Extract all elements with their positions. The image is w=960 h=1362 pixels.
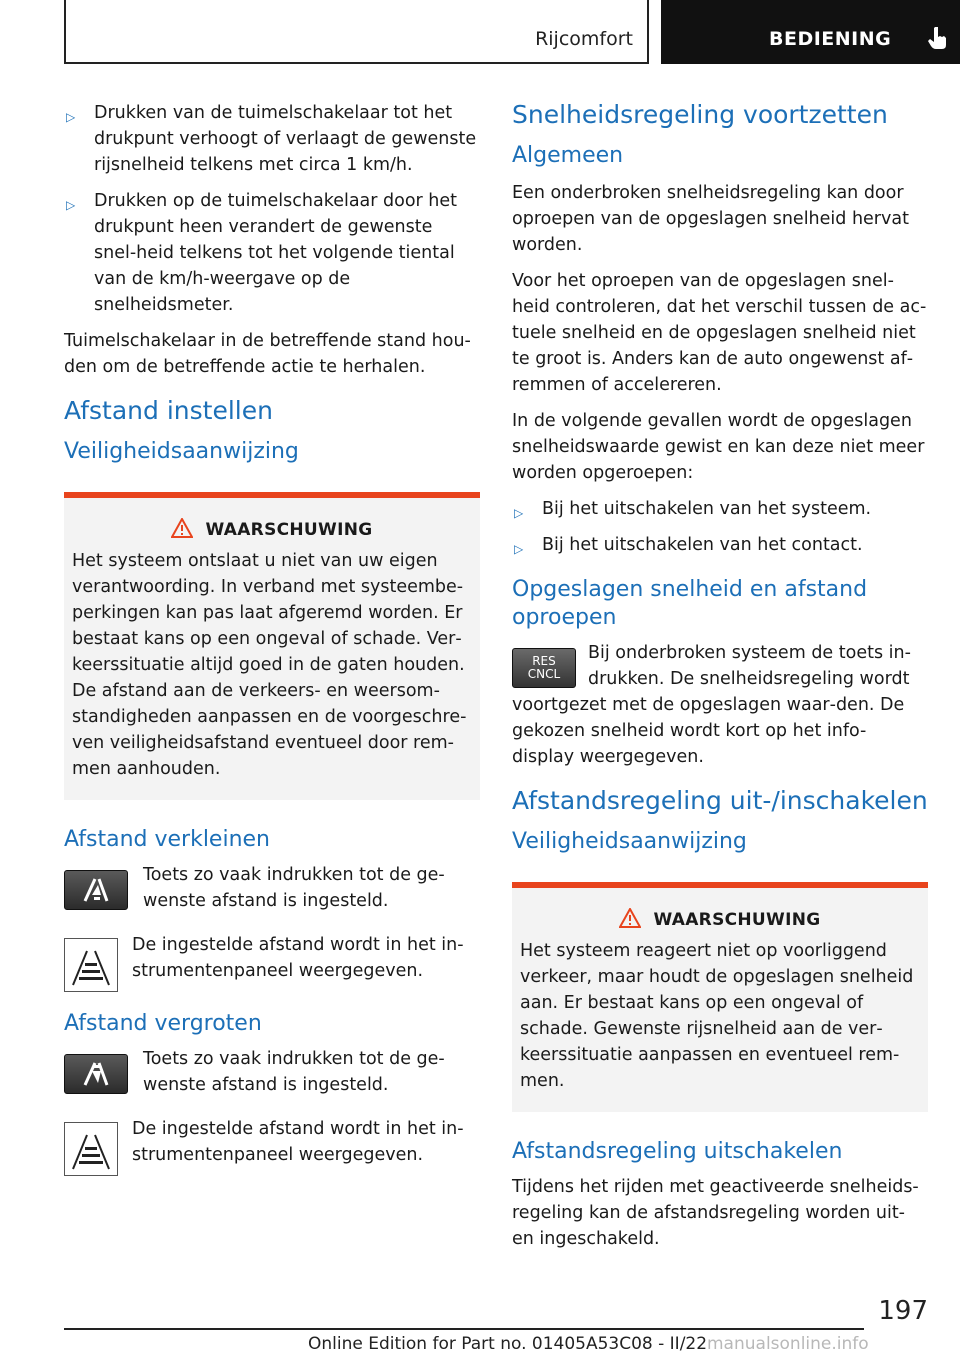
warning-header [72, 518, 472, 542]
warning-box [512, 882, 928, 1112]
vergroten-button-text: Toets zo vaak indrukken tot de ge‐wenste afstand is ingesteld. [143, 1049, 445, 1095]
warning-triangle-icon [619, 908, 641, 932]
distance-button-icon [64, 1054, 128, 1094]
triangle-bullet-icon: ▷ [66, 198, 76, 212]
heading-snelheidsregeling-voortzetten: Snelheidsregeling voortzetten [512, 100, 888, 129]
page-number: 197 [878, 1296, 928, 1326]
triangle-bullet-icon: ▷ [514, 542, 524, 556]
warning-header [520, 908, 920, 932]
heading-afstand-verkleinen: Afstand verkleinen [64, 827, 271, 852]
paragraph: Tuimelschakelaar in de betreffende stand hou‐den om de betreffende actie te herhalen. [64, 331, 471, 377]
paragraph: In de volgende gevallen wordt de opgeslagen snelheidswaarde gewist en kan deze niet meer worden opgeroepen: [512, 411, 925, 483]
right-column [512, 100, 928, 1262]
heading-afstandsregeling-uitschakelen: Afstandsregeling uitschakelen [512, 1139, 843, 1164]
footer-edition: Online Edition for Part no. 01405A53C08 - II/22 [308, 1334, 708, 1354]
vergroten-button-row [64, 1046, 480, 1106]
heading-opgeslagen-snelheid: Opgeslagen snelheid en afstand oproepen [512, 577, 868, 630]
left-bullet-list [64, 100, 480, 318]
list-item: ▷ Bij het uitschakelen van het systeem. [512, 496, 928, 522]
footer-watermark: manualsonline.info [707, 1334, 869, 1354]
verkleinen-display-row [64, 932, 480, 992]
header-section-title: Rijcomfort [535, 28, 633, 50]
left-column [64, 100, 480, 1186]
pointing-hand-icon [925, 25, 951, 55]
heading-afstand-instellen: Afstand instellen [64, 396, 273, 425]
heading-veiligheidsaanwijzing: Veiligheidsaanwijzing [512, 829, 747, 854]
paragraph: Een onderbroken snelheidsregeling kan door oproepen van de opgeslagen snelheid hervat worden. [512, 183, 909, 255]
warning-title: WAARSCHUWING [653, 910, 821, 930]
heading-afstand-vergroten: Afstand vergroten [64, 1011, 262, 1036]
lane-distance-display-icon [64, 938, 118, 992]
triangle-bullet-icon: ▷ [66, 110, 76, 124]
paragraph: Tijdens het rijden met geactiveerde snelheids‐regeling kan de afstandsregeling worden uit- en ingeschakeld. [512, 1177, 919, 1249]
warning-title: WAARSCHUWING [205, 520, 373, 540]
header-chapter-tab [661, 0, 960, 64]
heading-afstandsregeling-uit-inschakelen: Afstandsregeling uit-/inschakelen [512, 786, 928, 815]
list-item: ▷ Drukken van de tuimelschakelaar tot het drukpunt verhoogt of verlaagt de gewenste rijsnelheid telkens met circa 1 km/h. [66, 103, 477, 175]
header-section-box [64, 0, 649, 64]
verkleinen-display-text: De ingestelde afstand wordt in het in‐strumentenpaneel weergegeven. [132, 935, 464, 981]
list-item: ▷ Drukken op de tuimelschakelaar door het drukpunt heen verandert de gewenste snel‐heid telkens tot het volgende tiental van de km/h-weergave op de snelheidsmeter. [66, 191, 458, 315]
paragraph: Voor het oproepen van de opgeslagen snel‐heid controleren, dat het verschil tussen de ac‐tuele snelheid en de opgeslagen snelheid niet te groot is. Anders kan de auto ongewenst af‐remmen of accelereren. [512, 271, 927, 395]
warning-text: Het systeem ontslaat u niet van uw eigen verantwoording. In verband met systeembe‐perkingen kan pas laat afgeremd worden. Er bestaat kans op een ongeval of schade. Ver‐keerssituatie altijd goed in de gaten houden. De afstand aan de verkeers- en weersom‐standigheden aanpassen en de voorgeschre‐ven veiligheidsafstand eventueel door rem‐men aanhouden. [72, 551, 467, 779]
list-item: ▷ Bij het uitschakelen van het contact. [512, 532, 928, 558]
vergroten-display-row [64, 1116, 480, 1176]
warning-text: Het systeem reageert niet op voorliggend verkeer, maar houdt de opgeslagen snelheid aan. Er bestaat kans op een ongeval of schade. Gewenste rijsnelheid aan de ver‐keerssituatie aanpassen en eventueel rem‐men. [520, 941, 914, 1091]
verkleinen-button-row [64, 862, 480, 922]
verkleinen-button-text: Toets zo vaak indrukken tot de ge‐wenste afstand is ingesteld. [143, 865, 445, 911]
heading-algemeen: Algemeen [512, 143, 624, 168]
res-cncl-row [512, 640, 928, 770]
lane-distance-display-icon [64, 1122, 118, 1176]
heading-veiligheidsaanwijzing: Veiligheidsaanwijzing [64, 439, 299, 464]
res-cncl-text: Bij onderbroken systeem de toets in‐drukken. De snelheidsregeling wordt voortgezet met de opgeslagen waar‐den. De gekozen snelheid wordt kort op het info-display weergegeven. [512, 643, 911, 767]
header-chapter-label: BEDIENING [769, 28, 892, 50]
vergroten-display-text: De ingestelde afstand wordt in het in‐strumentenpaneel weergegeven. [132, 1119, 464, 1165]
warning-triangle-icon [171, 518, 193, 542]
right-bullet-list [512, 496, 928, 558]
res-cncl-button-icon: RES CNCL [512, 648, 576, 688]
triangle-bullet-icon: ▷ [514, 506, 524, 520]
warning-box [64, 492, 480, 800]
distance-button-icon [64, 870, 128, 910]
footer-divider [64, 1328, 864, 1330]
